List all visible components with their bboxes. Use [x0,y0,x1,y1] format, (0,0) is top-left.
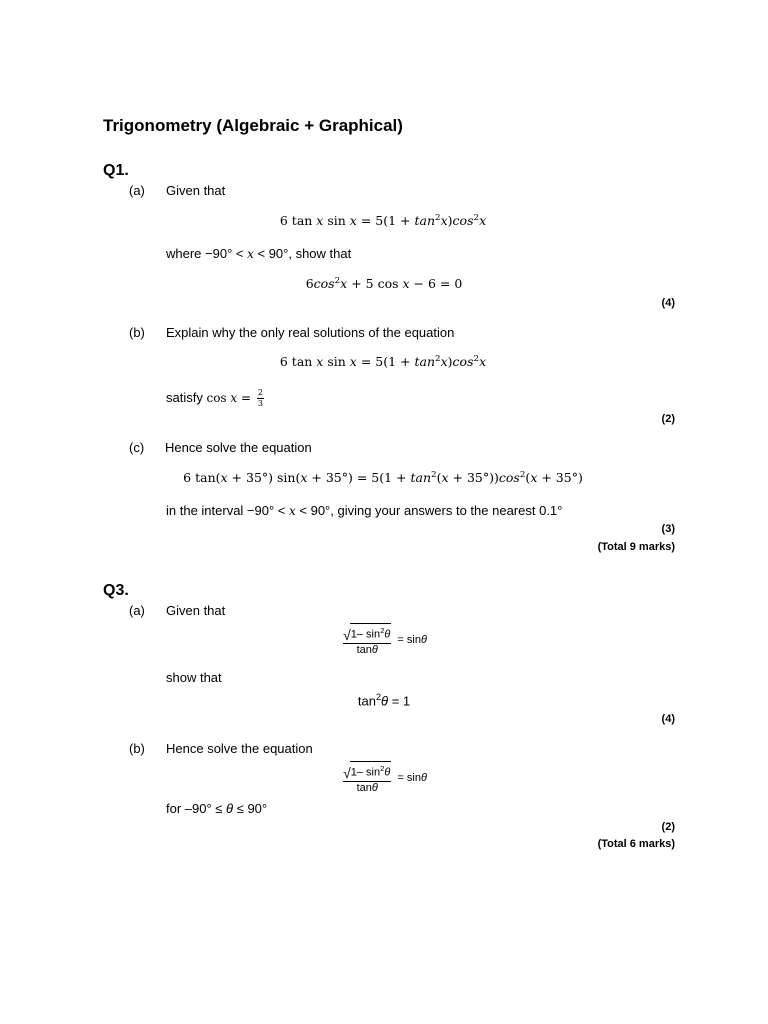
eq-exp: 2 [334,276,341,286]
eq-var: x [316,213,324,229]
q1b-equation [280,354,486,369]
q3b-domain-text [166,801,267,816]
eq-var: θ [420,771,427,784]
q3-part-a-intro: Given that [166,603,226,618]
eq-var: x [440,354,448,370]
eq-text: = 5(1 + [356,354,415,370]
text: ≤ 90° [233,801,268,816]
eq-func: tan [357,693,376,709]
eq-func: tan [356,643,372,656]
eq-text: 6 tan [279,213,317,229]
eq-text: = 5(1 + [356,213,415,229]
eq-var: θ [381,693,389,709]
eq-func: cos [498,470,520,486]
eq-func: tan [414,354,436,370]
q1a-marks: (4) [661,297,675,309]
eq-var: x [247,247,254,261]
fraction-denominator [357,782,378,795]
eq-var: x [530,470,538,486]
eq-exp: 2 [473,354,480,364]
radicand [350,623,392,642]
q1-part-c-intro: Hence solve the equation [165,440,312,455]
eq-var: x [316,354,324,370]
eq-var: x [230,390,238,405]
fraction-two-thirds [257,389,264,408]
q3a-marks: (4) [661,713,675,725]
q3a-given-equation [343,623,427,657]
eq-text: = [237,390,255,405]
q1c-equation [183,470,583,485]
q1b-satisfy-text [166,389,264,408]
square-root-icon: √ [343,626,351,643]
eq-func: cos [452,354,474,370]
text: where −90° < [166,246,248,261]
eq-text: ) [447,354,453,370]
eq-var: θ [226,801,234,816]
q3-part-b-label: (b) [129,741,145,756]
question-3-heading: Q3. [103,582,129,599]
q1-part-b-label: (b) [129,325,145,340]
square-root-icon: √ [343,764,351,781]
eq-var: x [402,276,410,292]
eq-var: θ [371,643,378,656]
eq-var: x [289,504,296,518]
equation-rhs [397,772,427,784]
q1c-interval-text [166,503,562,518]
q3-part-a-label: (a) [129,603,145,618]
eq-exp: 2 [375,692,382,702]
radical-fraction [343,623,391,657]
eq-text: + 35°) sin( [227,470,301,486]
eq-var: x [440,213,448,229]
eq-text: 1– sin [350,766,381,779]
q1-part-a-intro: Given that [166,183,226,198]
eq-var: x [441,470,449,486]
text: < 90°, show that [253,246,352,261]
q1a-given-equation [280,213,486,228]
eq-var: x [479,213,487,229]
q3b-equation [343,761,427,795]
q1-part-a-label: (a) [129,183,145,198]
fraction-numerator: 2 [257,388,263,397]
eq-text: sin [323,213,350,229]
eq-func: cos [206,390,231,405]
eq-exp: 2 [380,764,385,773]
eq-text: − 6 = 0 [409,276,463,292]
eq-var: x [220,470,228,486]
q1a-show-equation [306,276,463,291]
eq-exp: 2 [380,626,385,635]
fraction-denominator [357,644,378,657]
page-title: Trigonometry (Algebraic + Graphical) [103,116,403,135]
eq-func: tan [410,470,432,486]
eq-exp: 2 [519,470,526,480]
eq-var: θ [384,628,391,641]
eq-var: θ [384,766,391,779]
eq-var: x [349,354,357,370]
eq-func: tan [414,213,436,229]
q3a-show-text: show that [166,670,222,685]
q1-total-marks: (Total 9 marks) [597,541,675,553]
radical-fraction [343,761,391,795]
eq-text: + 5 cos [347,276,403,292]
q1a-where-text [166,246,351,261]
radicand [350,761,392,780]
eq-var: θ [420,633,427,646]
eq-var: x [300,470,308,486]
eq-text: sin [323,354,350,370]
q3-part-b-intro: Hence solve the equation [166,741,313,756]
text: < 90°, giving your answers to the nearest 0.1° [295,503,563,518]
eq-var: x [340,276,348,292]
eq-func: tan [356,781,372,794]
eq-var: x [479,354,487,370]
eq-text: ) [447,213,453,229]
eq-exp: 2 [435,354,441,364]
text: in the interval −90° < [166,503,289,518]
eq-exp: 2 [431,470,437,480]
fraction-numerator [343,761,391,781]
eq-text: ( [525,470,531,486]
eq-text: + 35°)) [448,470,499,486]
question-1-heading: Q1. [103,162,129,179]
eq-func: cos [313,276,335,292]
fraction-numerator [343,623,391,643]
eq-text: 1– sin [350,628,381,641]
text: for –90° ≤ [166,801,227,816]
equation-rhs [397,634,427,646]
q1b-marks: (2) [661,413,675,425]
text: satisfy [166,389,207,405]
eq-func: cos [452,213,474,229]
q3b-marks: (2) [661,821,675,833]
eq-text: ( [436,470,442,486]
eq-var: x [349,213,357,229]
q1-part-b-intro: Explain why the only real solutions of the equation [166,325,455,340]
eq-text: 6 tan( [183,470,221,486]
eq-text: + 35°) [537,470,583,486]
q3-total-marks: (Total 6 marks) [597,838,675,850]
eq-exp: 2 [435,213,441,223]
q3a-result-equation [358,692,410,708]
q1-part-c-label: (c) [129,440,145,455]
fraction-denominator: 3 [257,399,263,408]
eq-text: = 1 [388,693,411,709]
eq-var: θ [371,781,378,794]
eq-text: 6 [305,276,314,292]
eq-exp: 2 [473,213,480,223]
eq-text: + 35°) = 5(1 + [307,470,411,486]
q1c-marks: (3) [661,523,675,535]
eq-text: 6 tan [279,354,317,370]
eq-text: = sin [397,771,421,784]
eq-text: = sin [397,633,421,646]
